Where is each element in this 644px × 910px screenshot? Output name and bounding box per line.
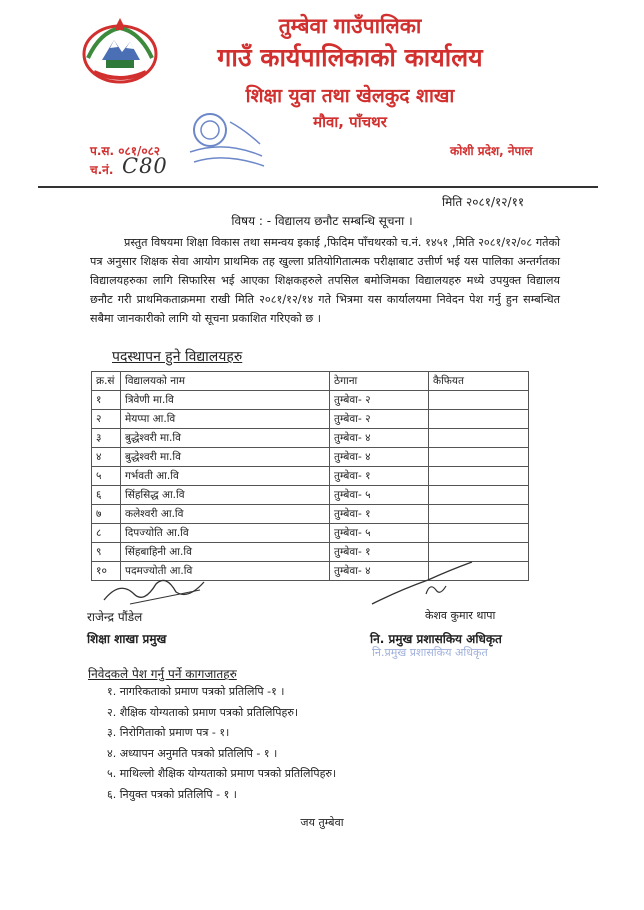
table-row [92,429,529,448]
cell-remarks [429,486,529,505]
cell-name: सिंहबाहिनी आ.वि [121,543,330,562]
cell-remarks [429,410,529,429]
cell-sn: ९ [92,543,121,562]
cell-sn: १० [92,562,121,581]
letter-date: मिति २०८१/१२/११ [442,195,525,209]
province-label: कोशी प्रदेश, नेपाल [450,144,533,158]
table-row [92,391,529,410]
section-name: शिक्षा युवा तथा खेलकुद शाखा [245,85,455,107]
cell-address: तुम्बेवा- २ [330,410,429,429]
col-header-name: विद्यालयको नाम [121,372,330,391]
cell-remarks [429,467,529,486]
list-item: ४. अध्यापन अनुमति पत्रको प्रतिलिपि - १ । [107,746,278,760]
header-divider [38,186,598,188]
cell-sn: ७ [92,505,121,524]
left-signatory-name: राजेन्द्र पौंडेल [87,610,143,624]
cell-name: त्रिवेणी मा.वि [121,391,330,410]
nepal-government-emblem-icon [80,18,160,84]
cell-name: कलेश्वरी आ.वि [121,505,330,524]
table-row [92,486,529,505]
table-row [92,543,529,562]
cell-remarks [429,543,529,562]
documents-list [107,684,336,807]
documents-title: निवेदकले पेश गर्नु पर्ने कागजातहरु [88,667,237,681]
table-row [92,524,529,543]
list-item: ६. नियुक्त पत्रको प्रतिलिपि - १ । [107,787,237,801]
cell-address: तुम्बेवा- १ [330,467,429,486]
list-item: २. शैक्षिक योग्यताको प्रमाण पत्रको प्रतिलिपिहरु। [107,705,299,719]
table-row [92,467,529,486]
cell-sn: ६ [92,486,121,505]
cell-address: तुम्बेवा- ४ [330,448,429,467]
cell-name: गर्भवती आ.वि [121,467,330,486]
office-stamp-icon [180,100,270,180]
cell-sn: ८ [92,524,121,543]
cell-address: तुम्बेवा- १ [330,505,429,524]
col-header-sn: क्र.सं [92,372,121,391]
right-official-stamp: नि.प्रमुख प्रशासकिय अधिकृत [372,646,488,659]
schools-table [91,371,529,581]
list-item: ५. माथिल्लो शैक्षिक योग्यताको प्रमाण पत्रको प्रतिलिपिहरु। [107,767,337,780]
letter-body [90,233,560,328]
right-signatory-title: नि. प्रमुख प्रशासकिय अधिकृत [370,632,502,646]
cell-remarks [429,391,529,410]
letter-body-text: प्रस्तुत विषयमा शिक्षा विकास तथा समन्वय इकाई ,फिदिम पाँचथरको च.नं. १४५१ ,मिति २०८१/१२/०८ गतेको पत्र अनुसार शिक्षक सेवा आयोग प्राथमिक तह खुल्ला प्रतियोगितात्मक परीक्षाबाट उत्तीर्ण भई यस पालिका अन्तर्गतका विद्यालयहरुका लागि सिफारिस भई आएका शिक्षकहरुले तपसिल बमोजिमका विद्यालयहरु मध्ये उपयुक्त विद्यालय छनौट गरी प्राथमिकताक्रममा राखी मिति २०८१/१२/१४ गते भित्रमा यस कार्यालयमा निवेदन पेश गर्नु हुन सम्बन्धित सबैमा जानकारीको लागि यो सूचना प्रकाशित गरिएको छ । [90,236,560,325]
list-item: ३. निरोगिताको प्रमाण पत्र - १। [107,726,230,739]
left-signatory-title: शिक्षा शाखा प्रमुख [87,632,167,646]
cell-sn: १ [92,391,121,410]
right-signature-icon [370,560,480,610]
cell-name: पदमज्योती आ.वि [121,562,330,581]
letter-reference-cn-number: C80 [122,154,168,178]
col-header-remarks: कैफियत [429,372,529,391]
office-address: मौवा, पाँचथर [313,113,387,131]
table-row [92,448,529,467]
left-signature-icon [100,570,210,610]
col-header-address: ठेगाना [330,372,429,391]
cell-remarks [429,505,529,524]
cell-address: तुम्बेवा- ४ [330,429,429,448]
cell-address: तुम्बेवा- २ [330,391,429,410]
cell-name: बुद्धेश्वरी मा.वि [121,448,330,467]
cell-remarks [429,429,529,448]
cell-name: दिपज्योति आ.वि [121,524,330,543]
cell-address: तुम्बेवा- ५ [330,486,429,505]
cell-name: बुद्धेश्वरी मा.वि [121,429,330,448]
right-signatory-name: केशव कुमार थापा [425,609,496,622]
cell-address: तुम्बेवा- ५ [330,524,429,543]
list-item: १. नागरिकताको प्रमाण पत्रको प्रतिलिपि -१ । [107,685,285,698]
cell-sn: ३ [92,429,121,448]
cell-sn: ४ [92,448,121,467]
letter-subject: विषय : - विद्यालय छनौट सम्बन्धि सूचना । [231,214,413,228]
table-row [92,410,529,429]
footer-slogan: जय तुम्बेवा [300,816,344,829]
cell-name: मेयप्पा आ.वि [121,410,330,429]
cell-address: तुम्बेवा- ४ [330,562,429,581]
table-header-row [92,372,529,391]
cell-remarks [429,448,529,467]
cell-sn: ५ [92,467,121,486]
letter-reference-ps: प.स. ०८१/०८२ [90,144,161,158]
municipality-name: तुम्बेवा गाउँपालिका [278,14,422,38]
cell-address: तुम्बेवा- १ [330,543,429,562]
cell-remarks [429,524,529,543]
office-name: गाउँ कार्यपालिकाको कार्यालय [217,43,483,72]
cell-sn: २ [92,410,121,429]
cell-name: सिंहसिद्ध आ.वि [121,486,330,505]
table-row [92,505,529,524]
letter-reference-cn-label: च.नं. [90,163,114,177]
schools-table-title: पदस्थापन हुने विद्यालयहरु [112,349,243,365]
